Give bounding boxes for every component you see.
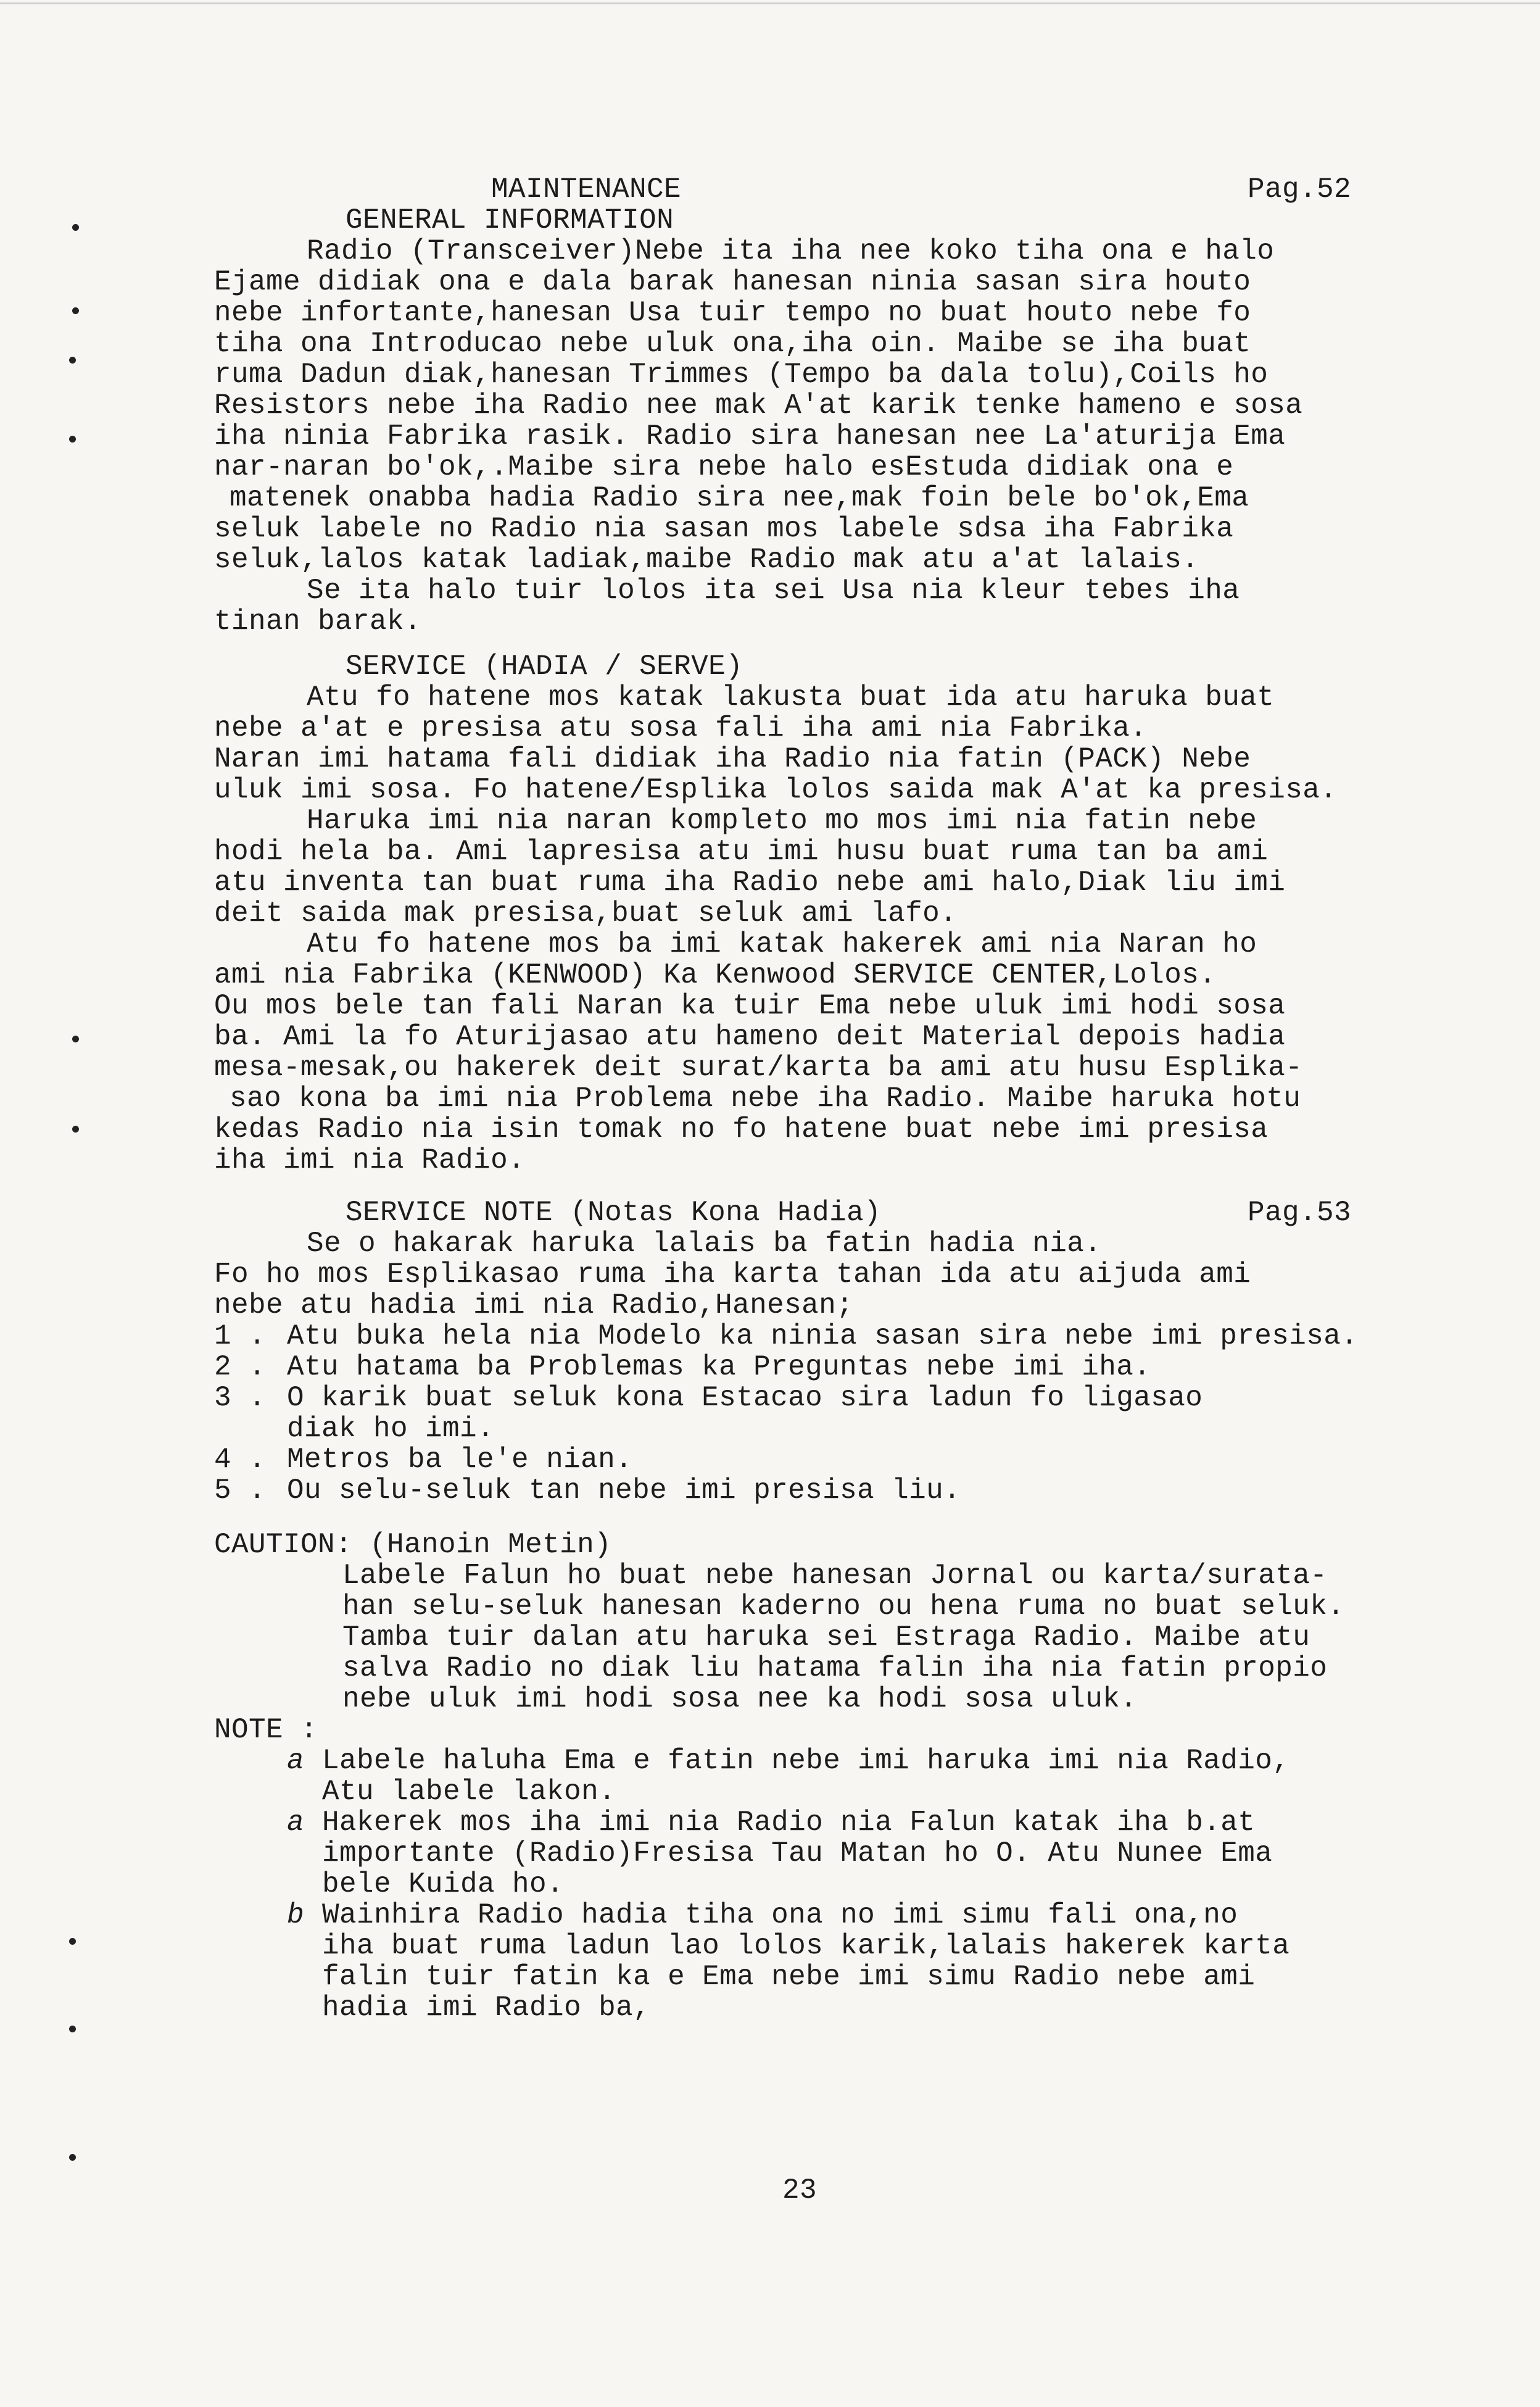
page-reference: Pag.53	[1248, 1197, 1352, 1229]
margin-speck	[69, 357, 76, 364]
paragraph-line: Atu fo hatene mos ba imi katak hakerek ami nia Naran ho	[307, 928, 1257, 960]
note-text: importante (Radio)Fresisa Tau Matan ho O. Atu Nunee Ema	[322, 1837, 1273, 1869]
paragraph-line: seluk labele no Radio nia sasan mos labele sdsa iha Fabrika	[214, 513, 1234, 545]
note-text: Hakerek mos iha imi nia Radio nia Falun katak iha b.at	[322, 1806, 1256, 1839]
page-reference: Pag.52	[1248, 173, 1352, 206]
section-heading-service-note: SERVICE NOTE (Notas Kona Hadia)	[346, 1197, 882, 1229]
paragraph-line: Se ita halo tuir lolos ita sei Usa nia kleur tebes iha	[307, 575, 1240, 607]
note-text: Atu labele lakon.	[322, 1776, 616, 1808]
paragraph-line: seluk,lalos katak ladiak,maibe Radio mak atu a'at lalais.	[214, 544, 1199, 576]
list-item-text: Atu hatama ba Problemas ka Preguntas nebe imi iha.	[287, 1351, 1151, 1383]
paragraph-line: Se o hakarak haruka lalais ba fatin hadia nia.	[307, 1228, 1102, 1260]
paragraph-line: Atu fo hatene mos katak lakusta buat ida atu haruka buat	[307, 681, 1275, 713]
paragraph-line: Fo ho mos Esplikasao ruma iha karta tahan ida atu aijuda ami	[214, 1258, 1251, 1291]
note-marker: b	[287, 1899, 305, 1931]
paragraph-line: mesa-mesak,ou hakerek deit surat/karta ba ami atu husu Esplika-	[214, 1052, 1303, 1084]
paragraph-line: sao kona ba imi nia Problema nebe iha Radio. Maibe haruka hotu	[230, 1083, 1301, 1115]
margin-speck	[72, 1036, 79, 1042]
section-heading-caution: CAUTION: (Hanoin Metin)	[214, 1529, 612, 1561]
list-item-text: Atu buka hela nia Modelo ka ninia sasan sira nebe imi presisa.	[287, 1320, 1359, 1352]
paragraph-line: hodi hela ba. Ami lapresisa atu imi husu buat ruma tan ba ami	[214, 836, 1269, 868]
paragraph-line: nebe a'at e presisa atu sosa fali iha ami nia Fabrika.	[214, 712, 1148, 744]
paragraph-line: iha ninia Fabrika rasik. Radio sira hanesan nee La'aturija Ema	[214, 420, 1286, 452]
list-item-number: 2 .	[214, 1351, 267, 1383]
paragraph-line: Resistors nebe iha Radio nee mak A'at karik tenke hameno e sosa	[214, 389, 1303, 422]
note-text: Wainhira Radio hadia tiha ona no imi simu fali ona,no	[322, 1899, 1238, 1931]
list-item-number: 5 .	[214, 1474, 267, 1507]
list-item-text: diak ho imi.	[287, 1413, 495, 1445]
margin-speck	[72, 307, 79, 314]
scan-edge-line	[0, 2, 1540, 4]
paragraph-line: nar-naran bo'ok,.Maibe sira nebe halo esEstuda didiak ona e	[214, 451, 1234, 483]
section-heading-note: NOTE :	[214, 1714, 318, 1746]
note-text: bele Kuida ho.	[322, 1868, 565, 1900]
paragraph-line: nebe infortante,hanesan Usa tuir tempo no buat houto nebe fo	[214, 297, 1251, 329]
paragraph-line: han selu-seluk hanesan kaderno ou hena ruma no buat seluk.	[342, 1590, 1345, 1623]
list-item-number: 3 .	[214, 1382, 267, 1414]
paragraph-line: Ejame didiak ona e dala barak hanesan ninia sasan sira houto	[214, 266, 1251, 298]
paragraph-line: iha imi nia Radio.	[214, 1144, 526, 1176]
note-text: hadia imi Radio ba,	[322, 1992, 651, 2024]
paragraph-line: tinan barak.	[214, 605, 422, 638]
list-item-number: 1 .	[214, 1320, 267, 1352]
paragraph-line: atu inventa tan buat ruma iha Radio nebe ami halo,Diak liu imi	[214, 867, 1286, 899]
paragraph-line: Haruka imi nia naran kompleto mo mos imi nia fatin nebe	[307, 805, 1257, 837]
note-marker: a	[287, 1745, 305, 1777]
paragraph-line: nebe uluk imi hodi sosa nee ka hodi sosa uluk.	[342, 1683, 1138, 1715]
paragraph-line: deit saida mak presisa,buat seluk ami lafo.	[214, 897, 958, 929]
section-heading-general: GENERAL INFORMATION	[346, 204, 674, 236]
paragraph-line: Radio (Transceiver)Nebe ita iha nee koko tiha ona e halo	[307, 235, 1275, 267]
paragraph-line: uluk imi sosa. Fo hatene/Esplika lolos saida mak A'at ka presisa.	[214, 774, 1338, 806]
paragraph-line: kedas Radio nia isin tomak no fo hatene buat nebe imi presisa	[214, 1113, 1269, 1145]
list-item-text: Ou selu-seluk tan nebe imi presisa liu.	[287, 1474, 961, 1507]
page-number: 23	[782, 2174, 818, 2206]
paragraph-line: matenek onabba hadia Radio sira nee,mak foin bele bo'ok,Ema	[230, 482, 1249, 514]
paragraph-line: Tamba tuir dalan atu haruka sei Estraga Radio. Maibe atu	[342, 1621, 1310, 1653]
note-marker: a	[287, 1806, 305, 1839]
note-text: falin tuir fatin ka e Ema nebe imi simu Radio nebe ami	[322, 1961, 1256, 1993]
paragraph-line: ba. Ami la fo Aturijasao atu hameno deit Material depois hadia	[214, 1021, 1286, 1053]
paragraph-line: nebe atu hadia imi nia Radio,Hanesan;	[214, 1289, 854, 1321]
list-item-text: O karik buat seluk kona Estacao sira ladun fo ligasao	[287, 1382, 1203, 1414]
list-item-text: Metros ba le'e nian.	[287, 1444, 633, 1476]
paragraph-line: Ou mos bele tan fali Naran ka tuir Ema nebe uluk imi hodi sosa	[214, 990, 1286, 1022]
margin-speck	[69, 1938, 76, 1945]
list-item-number: 4 .	[214, 1444, 267, 1476]
margin-speck	[69, 2154, 76, 2161]
margin-speck	[69, 436, 76, 443]
page-title: MAINTENANCE	[491, 173, 682, 206]
margin-speck	[69, 2026, 76, 2032]
section-heading-service: SERVICE (HADIA / SERVE)	[346, 651, 743, 683]
note-text: iha buat ruma ladun lao lolos karik,lalais hakerek karta	[322, 1930, 1290, 1962]
note-text: Labele haluha Ema e fatin nebe imi haruka imi nia Radio,	[322, 1745, 1290, 1777]
paragraph-line: Naran imi hatama fali didiak iha Radio nia fatin (PACK) Nebe	[214, 743, 1251, 775]
paragraph-line: ami nia Fabrika (KENWOOD) Ka Kenwood SERVICE CENTER,Lolos.	[214, 959, 1217, 991]
paragraph-line: tiha ona Introducao nebe uluk ona,iha oin. Maibe se iha buat	[214, 328, 1251, 360]
margin-speck	[72, 224, 79, 231]
paragraph-line: salva Radio no diak liu hatama falin iha nia fatin propio	[342, 1652, 1328, 1684]
paragraph-line: ruma Dadun diak,hanesan Trimmes (Tempo ba dala tolu),Coils ho	[214, 359, 1269, 391]
paragraph-line: Labele Falun ho buat nebe hanesan Jornal ou karta/surata-	[342, 1560, 1328, 1592]
margin-speck	[72, 1126, 79, 1133]
